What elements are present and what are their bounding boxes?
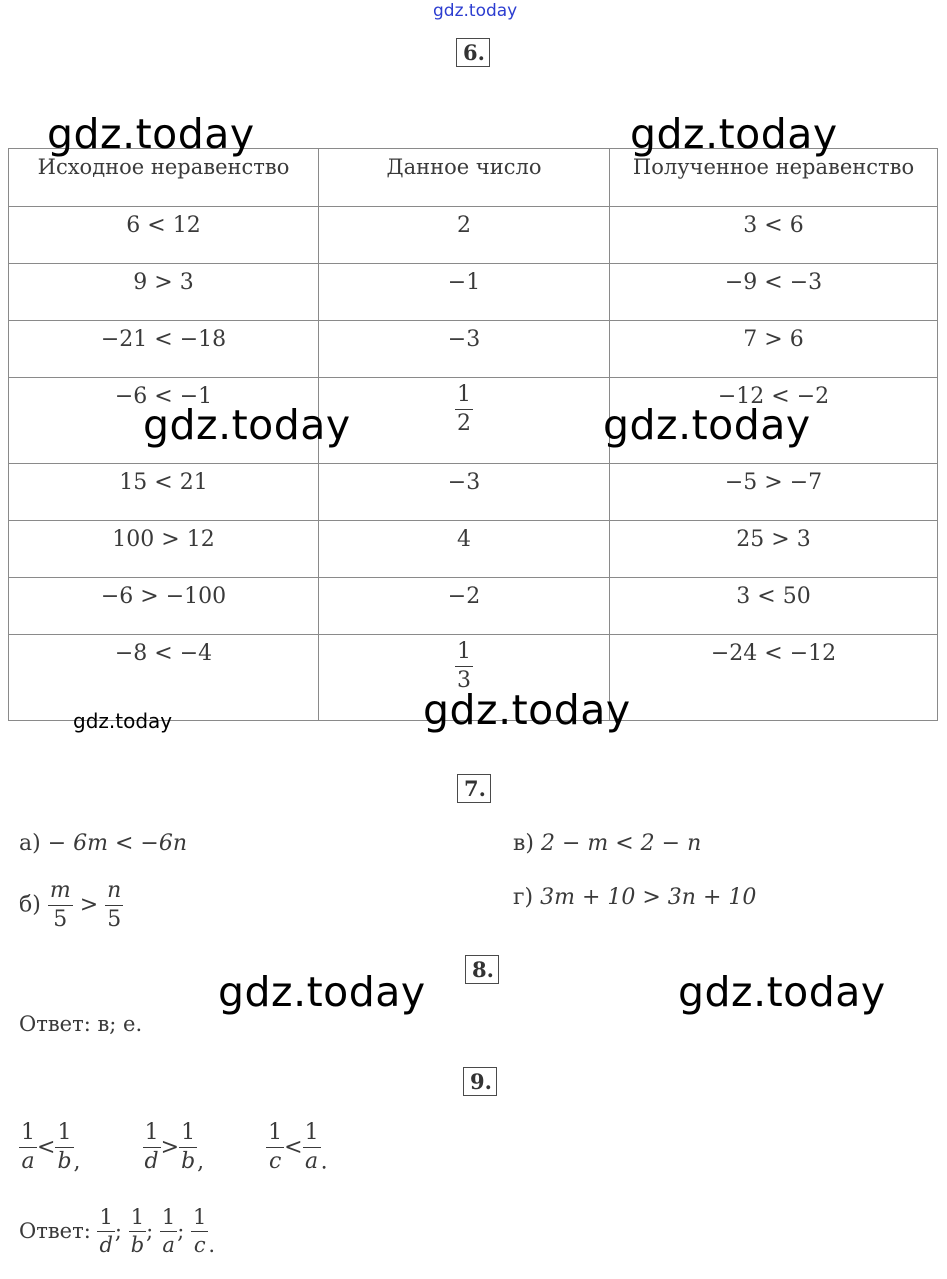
task-7-g-expr: 3m + 10 > 3n + 10: [540, 885, 757, 910]
fraction-numerator: 1: [130, 1205, 145, 1229]
fraction-denominator: b: [181, 1149, 196, 1174]
fraction-numerator: 1: [99, 1205, 113, 1229]
fraction-denominator: c: [268, 1149, 282, 1174]
cell-number: 4: [319, 521, 610, 578]
fraction-denominator: d: [99, 1233, 113, 1257]
watermark: gdz.today: [603, 401, 811, 449]
fraction-numerator: 1: [268, 1120, 283, 1145]
fraction: [179, 1122, 197, 1173]
punctuation: ,: [73, 1149, 81, 1174]
fraction-denominator: c: [193, 1233, 206, 1257]
table-row: [9, 207, 938, 264]
cell-number: −3: [319, 464, 610, 521]
fraction-numerator: 1: [304, 1120, 319, 1145]
fraction: [455, 384, 473, 435]
fraction: [455, 641, 473, 692]
task-8-number: 8.: [465, 955, 499, 984]
cell-original: 15 < 21: [9, 464, 319, 521]
task-7-number: 7.: [457, 774, 491, 803]
cell-result: −12 < −2: [610, 378, 938, 464]
task-6-number: 6.: [456, 38, 490, 67]
header-number: Данное число: [319, 149, 610, 207]
fraction-denominator: 5: [53, 907, 68, 932]
punctuation: .: [320, 1149, 328, 1174]
separator: ;: [114, 1219, 122, 1243]
fraction-numerator: 1: [181, 1120, 196, 1145]
cell-result: 7 > 6: [610, 321, 938, 378]
table-row: [9, 521, 938, 578]
task-9-ineq-2: [143, 1120, 212, 1174]
fraction-denominator: 5: [107, 907, 122, 932]
task-7-a: [19, 833, 187, 855]
operator: <: [37, 1134, 56, 1160]
fraction-numerator: 1: [144, 1120, 159, 1145]
fraction-denominator: d: [144, 1149, 159, 1174]
fraction: [97, 1207, 114, 1256]
fraction: [303, 1122, 321, 1173]
watermark-small: gdz.today: [73, 709, 173, 733]
separator: .: [208, 1233, 216, 1257]
fraction: [160, 1207, 177, 1256]
fraction-numerator: 1: [457, 639, 471, 664]
cell-result: 25 > 3: [610, 521, 938, 578]
fraction-numerator: 1: [21, 1120, 35, 1145]
fraction-numerator: n: [107, 878, 122, 903]
cell-original: −6 > −100: [9, 578, 319, 635]
table-row: [9, 578, 938, 635]
task-7-g-label: г): [513, 885, 534, 910]
cell-number: −2: [319, 578, 610, 635]
cell-original: 9 > 3: [9, 264, 319, 321]
task-9-inequalities: [19, 1122, 328, 1173]
fraction-denominator: a: [305, 1149, 319, 1174]
fraction: [105, 880, 123, 931]
fraction-numerator: 1: [161, 1205, 176, 1229]
watermark: gdz.today: [678, 968, 886, 1016]
fraction-denominator: a: [21, 1149, 35, 1174]
cell-result: 3 < 50: [610, 578, 938, 635]
cell-result: −9 < −3: [610, 264, 938, 321]
fraction-denominator: a: [162, 1233, 175, 1257]
task-7-a-expr: − 6m < −6n: [47, 831, 188, 856]
punctuation: ,: [197, 1149, 205, 1174]
cell-result: −24 < −12: [610, 635, 938, 721]
task-7-v-expr: 2 − m < 2 − n: [540, 831, 702, 856]
task-9-number: 9.: [463, 1067, 497, 1096]
fraction-denominator: b: [130, 1233, 145, 1257]
task-8-answer: Ответ: в; е.: [19, 1012, 143, 1036]
fraction-numerator: 1: [457, 382, 471, 407]
operator: >: [160, 1134, 180, 1160]
cell-number: −1: [319, 264, 610, 321]
cell-original: 6 < 12: [9, 207, 319, 264]
fraction-denominator: 3: [457, 668, 471, 693]
task-9-answer: [19, 1207, 215, 1256]
cell-number: [319, 378, 610, 464]
watermark: gdz.today: [218, 968, 426, 1016]
table-row: [9, 321, 938, 378]
table-row: [9, 464, 938, 521]
watermark: gdz.today: [423, 686, 631, 734]
task-7-v-label: в): [513, 831, 534, 856]
task-7-a-label: а): [19, 831, 41, 856]
cell-original: −8 < −4: [9, 635, 319, 721]
header-result: Полученное неравенство: [610, 149, 938, 207]
fraction-denominator: b: [57, 1149, 72, 1174]
task-7-b-label: б): [19, 892, 41, 918]
separator: ;: [146, 1219, 154, 1243]
fraction: [266, 1122, 284, 1173]
task-9-answer-label: Ответ:: [19, 1219, 91, 1243]
separator: ;: [177, 1219, 185, 1243]
fraction-numerator: m: [49, 878, 71, 903]
cell-original: −21 < −18: [9, 321, 319, 378]
cell-result: −5 > −7: [610, 464, 938, 521]
cell-original: −6 < −1: [9, 378, 319, 464]
task-7-b: [19, 880, 123, 931]
fraction-numerator: 1: [57, 1120, 72, 1145]
task-7-g: [513, 887, 756, 909]
fraction: [143, 1122, 161, 1173]
watermark: gdz.today: [630, 110, 838, 158]
fraction: [191, 1207, 208, 1256]
table-row: [9, 264, 938, 321]
task-7-b-operator: >: [79, 892, 99, 918]
fraction-denominator: 2: [457, 411, 471, 436]
operator: <: [284, 1134, 303, 1160]
task-9-ineq-3: [266, 1120, 328, 1174]
fraction-numerator: 1: [193, 1205, 207, 1229]
fraction: [19, 1122, 37, 1173]
header-original: Исходное неравенство: [9, 149, 319, 207]
task-7-v: [513, 833, 701, 855]
task-9-ineq-1: [19, 1120, 88, 1174]
fraction: [55, 1122, 73, 1173]
fraction: [129, 1207, 146, 1256]
cell-original: 100 > 12: [9, 521, 319, 578]
fraction: [48, 880, 73, 931]
watermark-top: gdz.today: [433, 1, 518, 21]
watermark: gdz.today: [47, 110, 255, 158]
cell-number: −3: [319, 321, 610, 378]
cell-number: 2: [319, 207, 610, 264]
cell-result: 3 < 6: [610, 207, 938, 264]
watermark: gdz.today: [143, 401, 351, 449]
